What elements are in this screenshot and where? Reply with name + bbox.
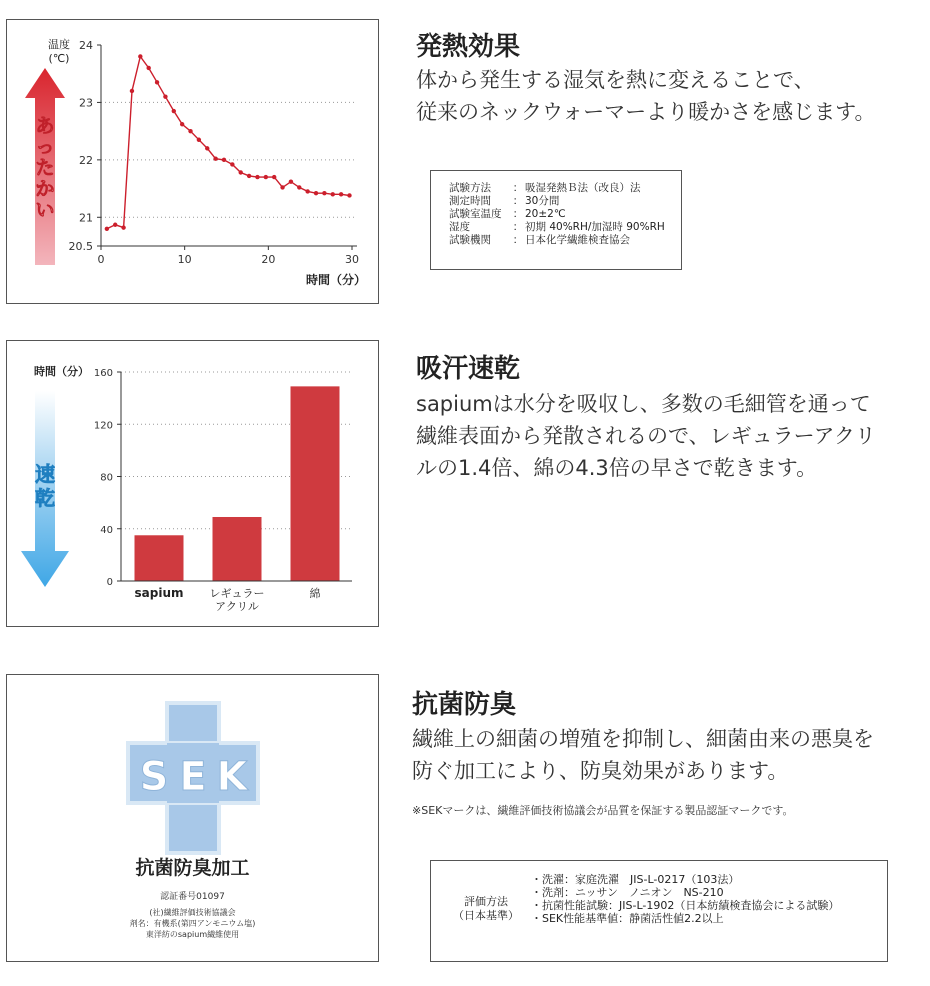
section-body-heat: [416, 64, 875, 128]
evaluation-item: ・洗濯：家庭洗濯 JIS-L-0217（103法）: [531, 873, 740, 886]
category-label: アクリル: [215, 600, 259, 613]
data-point: [314, 191, 318, 195]
spec-value: 20±2℃: [525, 208, 566, 220]
data-point: [130, 89, 134, 93]
y-tick-label: 21: [79, 211, 93, 225]
section-title-heat: 発熱効果: [416, 32, 521, 62]
spec-list: [449, 182, 681, 247]
sek-org-line: 東洋紡のsapium繊維使用: [145, 930, 240, 939]
y-tick-label: 160: [93, 368, 113, 379]
spec-row: [449, 208, 681, 221]
section-title-dry: 吸汗速乾: [416, 354, 521, 384]
bar: [135, 535, 184, 581]
arrow-char: い: [35, 199, 55, 221]
data-point: [297, 185, 301, 189]
data-point: [197, 138, 201, 142]
body-line: 繊維上の細菌の増殖を抑制し、細菌由来の悪臭を: [412, 727, 874, 751]
sek-letter: E: [179, 754, 207, 800]
bar: [213, 517, 262, 581]
category-label: 綿: [309, 587, 321, 600]
sek-org-line: 剤名：有機系(第四アンモニウム塩): [129, 919, 256, 928]
data-point: [289, 179, 293, 183]
y-tick-label: 23: [79, 96, 93, 110]
x-tick-label: 30: [345, 253, 359, 266]
evaluation-method-label: [449, 895, 523, 923]
dry-bar-chart: [7, 341, 378, 626]
spec-value: 吸湿発熱Ｂ法（改良）法: [525, 182, 641, 194]
heat-line-chart: [7, 20, 378, 303]
data-point: [264, 175, 268, 179]
sek-org-line: (社)繊維評価技術協議会: [149, 908, 236, 917]
section-body-antibacterial: [412, 723, 874, 787]
spec-separator: ：: [512, 234, 524, 246]
data-point: [280, 185, 284, 189]
data-point: [305, 189, 309, 193]
data-point: [180, 122, 184, 126]
data-point: [138, 54, 142, 58]
y-tick-label: 40: [100, 524, 113, 536]
spec-separator: ：: [512, 221, 524, 233]
arrow-char: か: [35, 178, 55, 200]
evaluation-item: ・洗剤：ニッサン ノニオン NS-210: [531, 886, 724, 899]
arrow-char: 速: [35, 462, 55, 486]
spec-key: 湿度: [449, 221, 470, 233]
body-line: 繊維表面から発散されるので、レギュラーアクリ: [416, 424, 876, 448]
sek-mark-note: ※SEKマークは、繊維評価技術協議会が品質を保証する製品認証マークです。: [412, 804, 794, 817]
data-point: [105, 227, 109, 231]
data-point: [247, 174, 251, 178]
data-point: [213, 157, 217, 161]
spec-key: 測定時間: [449, 195, 491, 207]
sek-letter: S: [139, 754, 169, 800]
y-tick-label: 20.5: [68, 240, 93, 253]
arrow-char: 乾: [35, 486, 55, 510]
spec-row: [449, 234, 681, 247]
body-line: 体から発生する湿気を熱に変えることで、: [416, 68, 815, 92]
x-tick-label: 10: [177, 253, 192, 266]
body-line: sapiumは水分を吸収し、多数の毛細管を通って: [416, 392, 871, 416]
x-tick-label: 0: [97, 253, 105, 266]
y-tick-label: 120: [93, 420, 113, 432]
spec-value: 30分間: [525, 195, 560, 207]
spec-separator: ：: [512, 208, 524, 220]
sek-evaluation-box: [430, 860, 888, 962]
evaluation-key-line: （日本基準）: [453, 909, 519, 922]
y-tick-label: 80: [100, 472, 113, 484]
spec-row: [449, 182, 681, 195]
temperature-line: [107, 57, 350, 229]
sek-mark-title: 抗菌防臭加工: [135, 857, 250, 879]
spec-value: 日本化学繊維検査協会: [525, 234, 630, 246]
data-point: [255, 175, 259, 179]
spec-key: 試験室温度: [449, 208, 502, 220]
x-tick-label: 20: [261, 253, 276, 266]
heat-chart-panel: [6, 19, 379, 304]
y-tick-label: 22: [79, 153, 93, 167]
y-tick-label: 24: [79, 39, 93, 52]
spec-row: [449, 221, 681, 234]
evaluation-items: [531, 873, 839, 925]
data-point: [113, 223, 117, 227]
sek-letter: K: [216, 754, 248, 800]
evaluation-item: ・SEK性能基準値：静菌活性値2.2以上: [531, 912, 724, 925]
section-title-antibacterial: 抗菌防臭: [412, 690, 517, 720]
data-point: [146, 66, 150, 70]
body-line: 防ぐ加工により、防臭効果があります。: [412, 759, 789, 783]
arrow-char: あ: [35, 115, 55, 137]
data-point: [121, 225, 125, 229]
x-axis-label: 時間（分）: [305, 273, 366, 287]
section-body-dry: [416, 388, 876, 484]
data-point: [205, 146, 209, 150]
data-point: [172, 109, 176, 113]
spec-key: 試験機関: [449, 234, 491, 246]
category-label: レギュラー: [209, 587, 265, 600]
data-point: [339, 192, 343, 196]
dry-chart-panel: [6, 340, 379, 627]
evaluation-item: ・抗菌性能試験：JIS-L-1902（日本紡績検査協会による試験）: [531, 899, 840, 912]
data-point: [272, 175, 276, 179]
data-point: [347, 193, 351, 197]
spec-row: [449, 195, 681, 208]
data-point: [322, 191, 326, 195]
data-point: [155, 80, 159, 84]
arrow-char: た: [35, 157, 55, 179]
data-point: [222, 158, 226, 162]
evaluation-key-line: 評価方法: [464, 895, 508, 908]
y-axis-label: (℃): [48, 52, 70, 65]
sek-cert-number: 認証番号01097: [160, 892, 225, 902]
spec-value: 初期 40%RH/加湿時 90%RH: [525, 221, 665, 233]
sek-org-info: [7, 907, 378, 940]
spec-separator: ：: [512, 182, 524, 194]
y-tick-label: 0: [106, 577, 113, 588]
bar: [291, 386, 340, 581]
arrow-char: っ: [35, 136, 55, 158]
data-point: [230, 162, 234, 166]
data-point: [163, 94, 167, 98]
y-axis-label: 温度: [48, 38, 70, 51]
body-line: ルの1.4倍、綿の4.3倍の早さで乾きます。: [416, 456, 818, 480]
data-point: [239, 170, 243, 174]
body-line: 従来のネックウォーマーより暖かさを感じます。: [416, 100, 876, 124]
y-axis-label: 時間（分）: [34, 365, 89, 378]
spec-key: 試験方法: [449, 182, 491, 194]
data-point: [188, 129, 192, 133]
spec-separator: ：: [512, 195, 524, 207]
sek-mark-panel: [6, 674, 379, 962]
heat-test-spec-box: [430, 170, 682, 270]
category-label: sapium: [134, 586, 184, 600]
data-point: [331, 192, 335, 196]
